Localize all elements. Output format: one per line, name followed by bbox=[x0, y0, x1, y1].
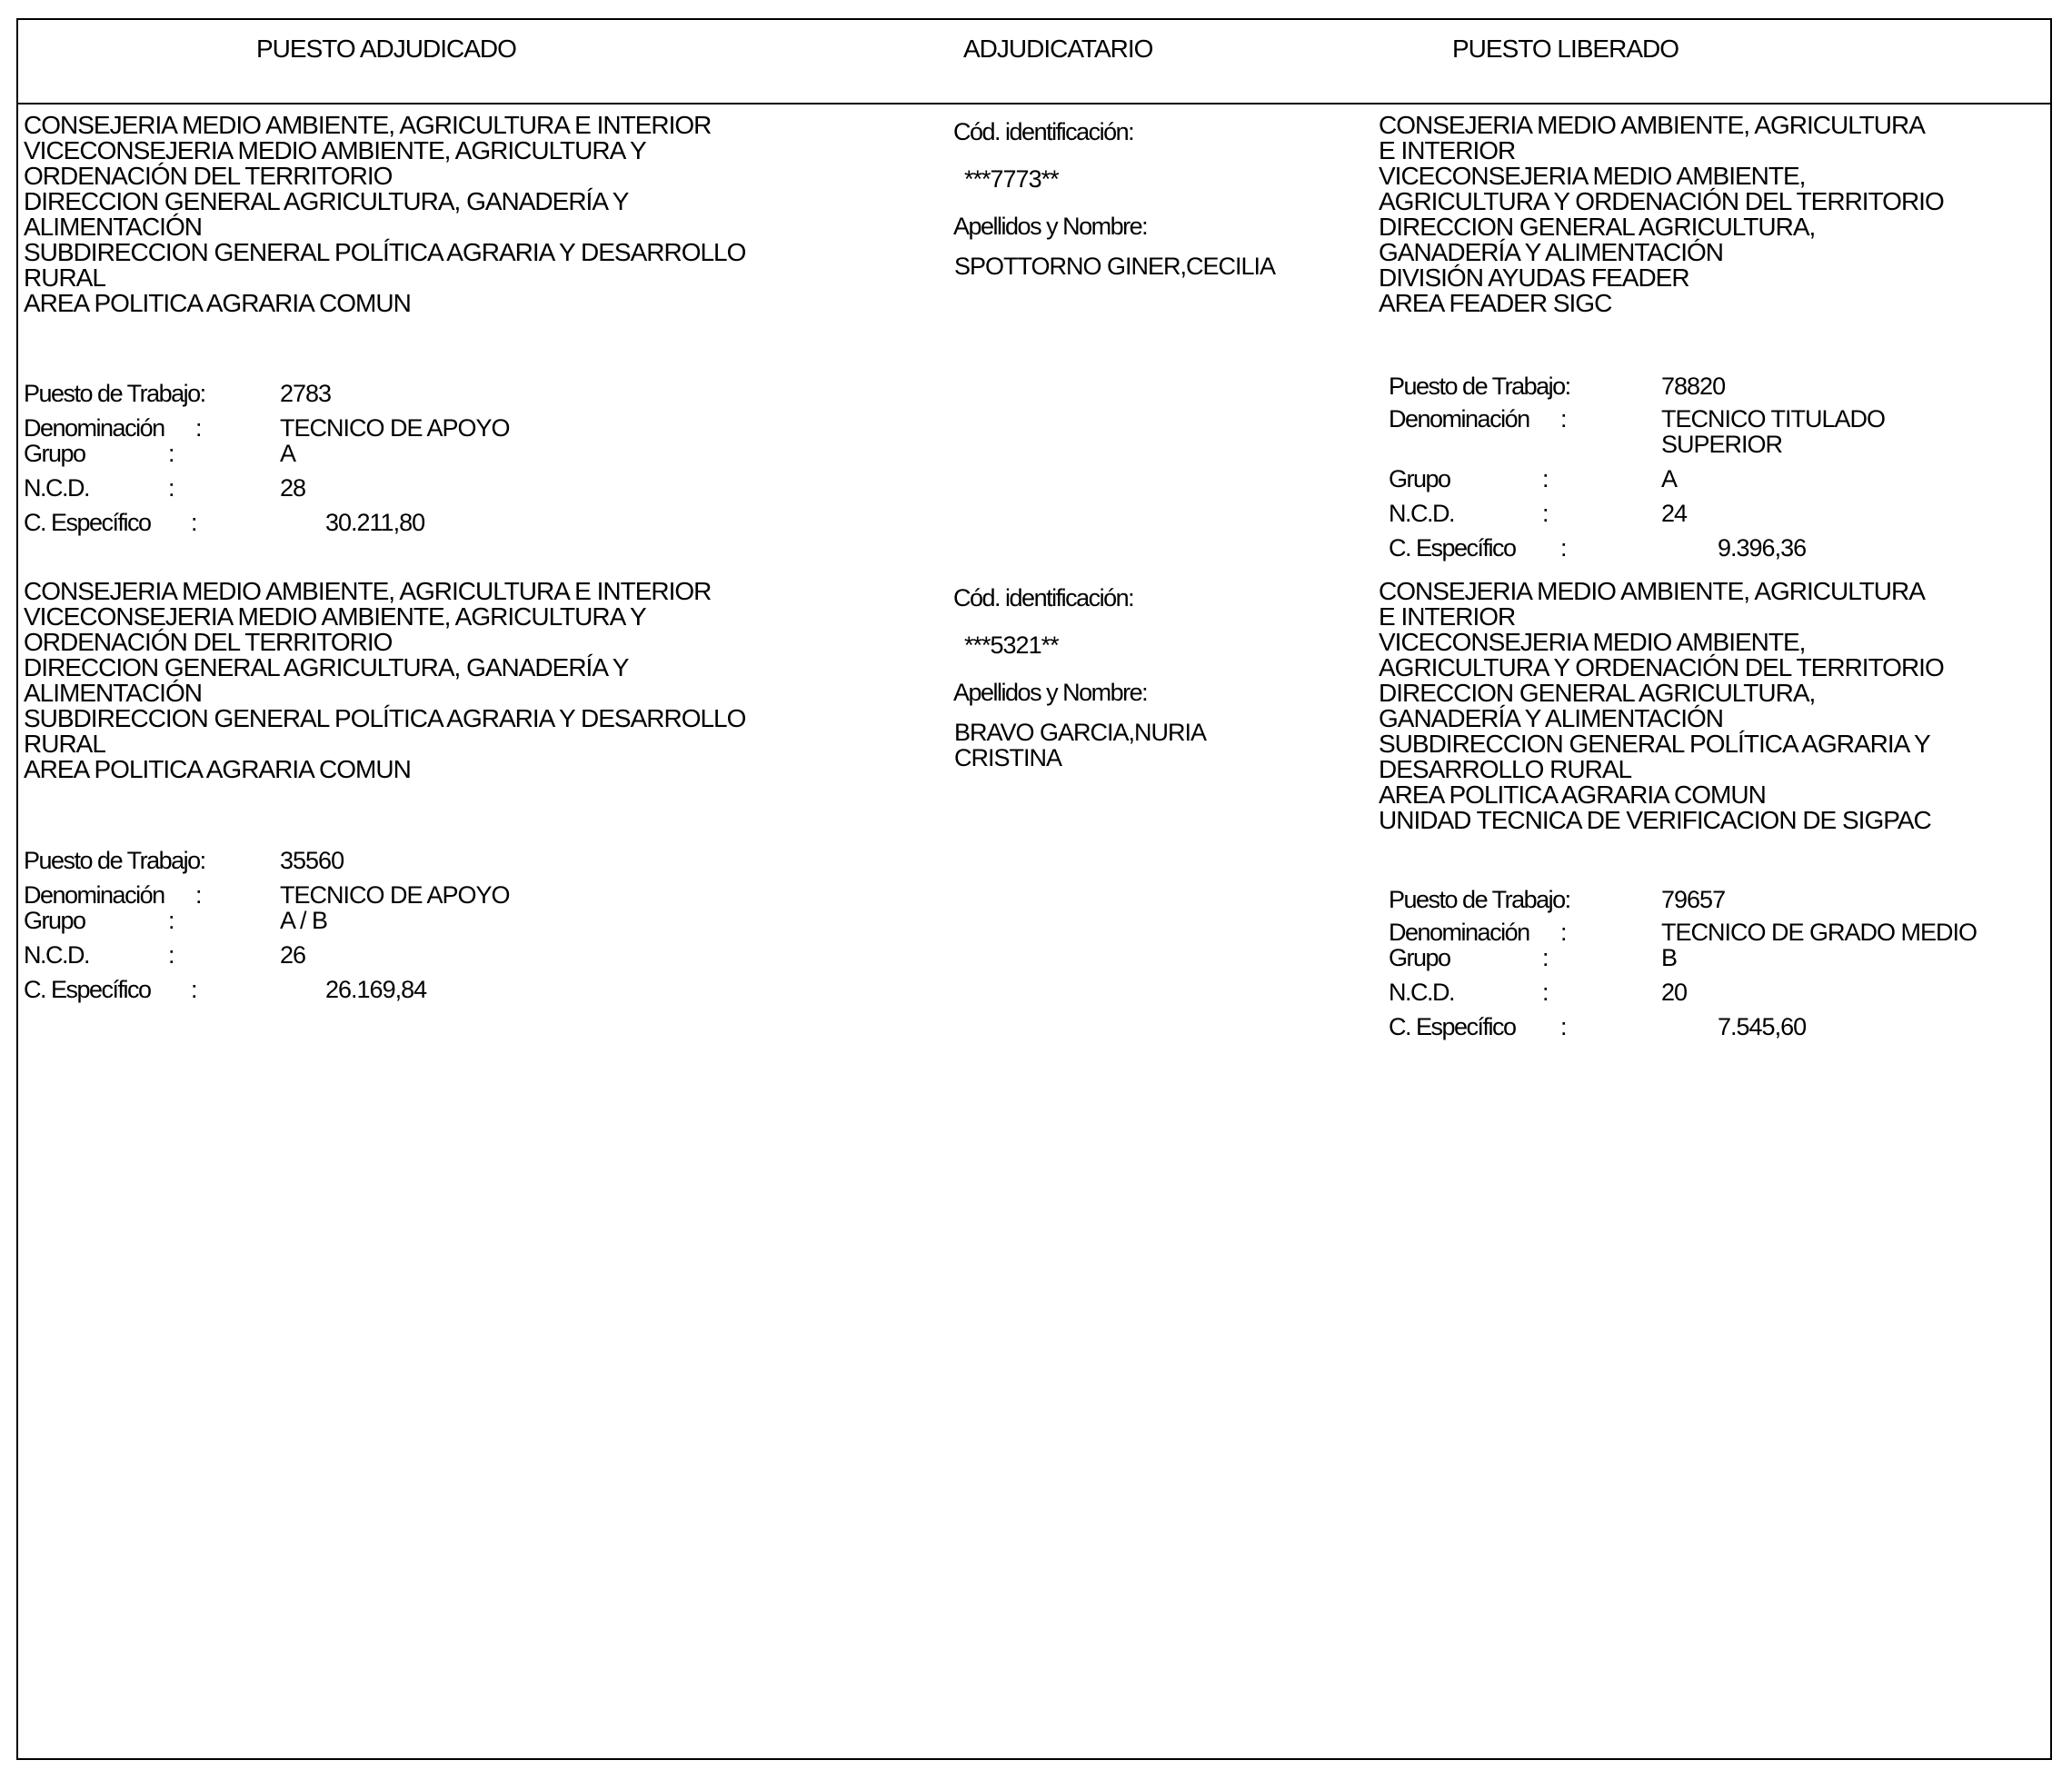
label-colon: : bbox=[168, 941, 174, 969]
label-colon: : bbox=[168, 440, 174, 467]
liberado-c-especifico-value: 9.396,36 bbox=[1718, 534, 1807, 562]
label-c-especifico: C. Específico bbox=[24, 509, 151, 536]
label-denominacion: Denominación bbox=[1389, 405, 1529, 433]
dept-line: AREA POLITICA AGRARIA COMUN bbox=[24, 755, 411, 783]
dept-line: ALIMENTACIÓN bbox=[24, 679, 202, 707]
adjudicado-c-especifico-value: 30.211,80 bbox=[325, 509, 425, 536]
liberado-c-especifico-value: 7.545,60 bbox=[1718, 1013, 1807, 1040]
dept-line: AGRICULTURA Y ORDENACIÓN DEL TERRITORIO bbox=[1379, 187, 1944, 215]
dept-line: UNIDAD TECNICA DE VERIFICACION DE SIGPAC bbox=[1379, 806, 1931, 834]
label-cod-identificacion: Cód. identificación: bbox=[953, 118, 1134, 145]
liberado-ncd-value: 20 bbox=[1661, 979, 1688, 1006]
header-adjudicatario: ADJUDICATARIO bbox=[963, 35, 1153, 63]
liberado-denominacion-value: TECNICO TITULADO bbox=[1661, 405, 1886, 433]
label-denominacion: Denominación bbox=[24, 881, 164, 909]
adjudicado-dept-block bbox=[24, 113, 745, 316]
label-grupo: Grupo bbox=[24, 907, 85, 934]
dept-line: SUBDIRECCION GENERAL POLÍTICA AGRARIA Y DESARROLLO bbox=[24, 238, 746, 266]
label-puesto-trabajo: Puesto de Trabajo: bbox=[24, 380, 205, 407]
label-colon: : bbox=[168, 474, 174, 502]
adjudicado-grupo-value: A / B bbox=[280, 907, 328, 934]
label-colon: : bbox=[191, 976, 197, 1003]
dept-line: DESARROLLO RURAL bbox=[1379, 755, 1632, 783]
label-c-especifico: C. Específico bbox=[24, 976, 151, 1003]
label-grupo: Grupo bbox=[24, 440, 85, 467]
label-colon: : bbox=[1560, 1013, 1567, 1040]
label-ncd: N.C.D. bbox=[24, 474, 89, 502]
label-colon: : bbox=[1542, 979, 1549, 1006]
adjudicado-denominacion-value: TECNICO DE APOYO bbox=[280, 414, 510, 442]
dept-line: VICECONSEJERIA MEDIO AMBIENTE, AGRICULTURA Y bbox=[24, 602, 646, 631]
label-colon: : bbox=[195, 881, 202, 909]
liberado-dept-block bbox=[1379, 113, 1944, 316]
label-puesto-trabajo: Puesto de Trabajo: bbox=[24, 847, 205, 874]
label-colon: : bbox=[168, 907, 174, 934]
adjudicado-puesto-value: 2783 bbox=[280, 380, 332, 407]
dept-line: ORDENACIÓN DEL TERRITORIO bbox=[24, 628, 393, 656]
adjudicado-puesto-value: 35560 bbox=[280, 847, 344, 874]
dept-line: SUBDIRECCION GENERAL POLÍTICA AGRARIA Y DESARROLLO bbox=[24, 704, 746, 732]
label-colon: : bbox=[1560, 919, 1567, 946]
dept-line: DIRECCION GENERAL AGRICULTURA, bbox=[1379, 213, 1816, 241]
dept-line: AREA POLITICA AGRARIA COMUN bbox=[24, 289, 411, 317]
dept-line: GANADERÍA Y ALIMENTACIÓN bbox=[1379, 704, 1724, 732]
dept-line: E INTERIOR bbox=[1379, 602, 1516, 631]
dept-line: ORDENACIÓN DEL TERRITORIO bbox=[24, 162, 393, 190]
dept-line: AREA FEADER SIGC bbox=[1379, 289, 1612, 317]
adjudicatario-nombre-value: CRISTINA bbox=[954, 744, 1062, 771]
label-colon: : bbox=[1560, 405, 1567, 433]
dept-line: AREA POLITICA AGRARIA COMUN bbox=[1379, 781, 1766, 809]
header-divider bbox=[16, 103, 2052, 104]
liberado-puesto-value: 79657 bbox=[1661, 886, 1726, 913]
liberado-ncd-value: 24 bbox=[1661, 500, 1688, 527]
dept-line: AGRICULTURA Y ORDENACIÓN DEL TERRITORIO bbox=[1379, 653, 1944, 681]
label-ncd: N.C.D. bbox=[24, 941, 89, 969]
label-grupo: Grupo bbox=[1389, 944, 1450, 971]
liberado-puesto-value: 78820 bbox=[1661, 373, 1726, 400]
dept-line: DIVISIÓN AYUDAS FEADER bbox=[1379, 264, 1689, 292]
adjudicado-denominacion-value: TECNICO DE APOYO bbox=[280, 881, 510, 909]
dept-line: ALIMENTACIÓN bbox=[24, 213, 202, 241]
label-c-especifico: C. Específico bbox=[1389, 1013, 1516, 1040]
label-denominacion: Denominación bbox=[1389, 919, 1529, 946]
dept-line: CONSEJERIA MEDIO AMBIENTE, AGRICULTURA bbox=[1379, 111, 1925, 139]
dept-line: GANADERÍA Y ALIMENTACIÓN bbox=[1379, 238, 1724, 266]
dept-line: SUBDIRECCION GENERAL POLÍTICA AGRARIA Y bbox=[1379, 730, 1930, 758]
liberado-denominacion-value: TECNICO DE GRADO MEDIO bbox=[1661, 919, 1977, 946]
label-colon: : bbox=[1560, 534, 1567, 562]
label-colon: : bbox=[195, 414, 202, 442]
label-puesto-trabajo: Puesto de Trabajo: bbox=[1389, 886, 1570, 913]
dept-line: VICECONSEJERIA MEDIO AMBIENTE, bbox=[1379, 628, 1806, 656]
label-ncd: N.C.D. bbox=[1389, 979, 1454, 1006]
label-c-especifico: C. Específico bbox=[1389, 534, 1516, 562]
dept-line: VICECONSEJERIA MEDIO AMBIENTE, bbox=[1379, 162, 1806, 190]
dept-line: RURAL bbox=[24, 730, 105, 758]
dept-line: CONSEJERIA MEDIO AMBIENTE, AGRICULTURA bbox=[1379, 577, 1925, 605]
label-colon: : bbox=[1542, 944, 1549, 971]
liberado-denominacion-value: SUPERIOR bbox=[1661, 431, 1783, 458]
label-colon: : bbox=[1542, 465, 1549, 492]
header-puesto-adjudicado: PUESTO ADJUDICADO bbox=[256, 35, 516, 63]
label-apellidos-nombre: Apellidos y Nombre: bbox=[953, 679, 1148, 706]
adjudicado-dept-block bbox=[24, 579, 745, 782]
adjudicatario-cod-value: ***5321** bbox=[964, 631, 1059, 659]
adjudicado-grupo-value: A bbox=[280, 440, 296, 467]
label-apellidos-nombre: Apellidos y Nombre: bbox=[953, 213, 1148, 240]
label-grupo: Grupo bbox=[1389, 465, 1450, 492]
liberado-grupo-value: A bbox=[1661, 465, 1678, 492]
liberado-dept-block bbox=[1379, 579, 1944, 833]
dept-line: E INTERIOR bbox=[1379, 136, 1516, 164]
header-puesto-liberado: PUESTO LIBERADO bbox=[1452, 35, 1679, 63]
adjudicatario-nombre-value: BRAVO GARCIA,NURIA bbox=[954, 719, 1207, 746]
dept-line: DIRECCION GENERAL AGRICULTURA, bbox=[1379, 679, 1816, 707]
label-colon: : bbox=[191, 509, 197, 536]
adjudicatario-cod-value: ***7773** bbox=[964, 165, 1059, 193]
label-denominacion: Denominación bbox=[24, 414, 164, 442]
adjudicatario-nombre-value: SPOTTORNO GINER,CECILIA bbox=[954, 253, 1276, 280]
dept-line: RURAL bbox=[24, 264, 105, 292]
dept-line: DIRECCION GENERAL AGRICULTURA, GANADERÍA Y bbox=[24, 653, 629, 681]
dept-line: CONSEJERIA MEDIO AMBIENTE, AGRICULTURA E INTERIOR bbox=[24, 111, 712, 139]
label-colon: : bbox=[1542, 500, 1549, 527]
label-ncd: N.C.D. bbox=[1389, 500, 1454, 527]
label-cod-identificacion: Cód. identificación: bbox=[953, 584, 1134, 612]
dept-line: VICECONSEJERIA MEDIO AMBIENTE, AGRICULTURA Y bbox=[24, 136, 646, 164]
adjudicado-ncd-value: 26 bbox=[280, 941, 306, 969]
adjudicado-ncd-value: 28 bbox=[280, 474, 306, 502]
adjudicado-c-especifico-value: 26.169,84 bbox=[325, 976, 427, 1003]
dept-line: DIRECCION GENERAL AGRICULTURA, GANADERÍA Y bbox=[24, 187, 629, 215]
label-puesto-trabajo: Puesto de Trabajo: bbox=[1389, 373, 1570, 400]
dept-line: CONSEJERIA MEDIO AMBIENTE, AGRICULTURA E INTERIOR bbox=[24, 577, 712, 605]
liberado-grupo-value: B bbox=[1661, 944, 1678, 971]
